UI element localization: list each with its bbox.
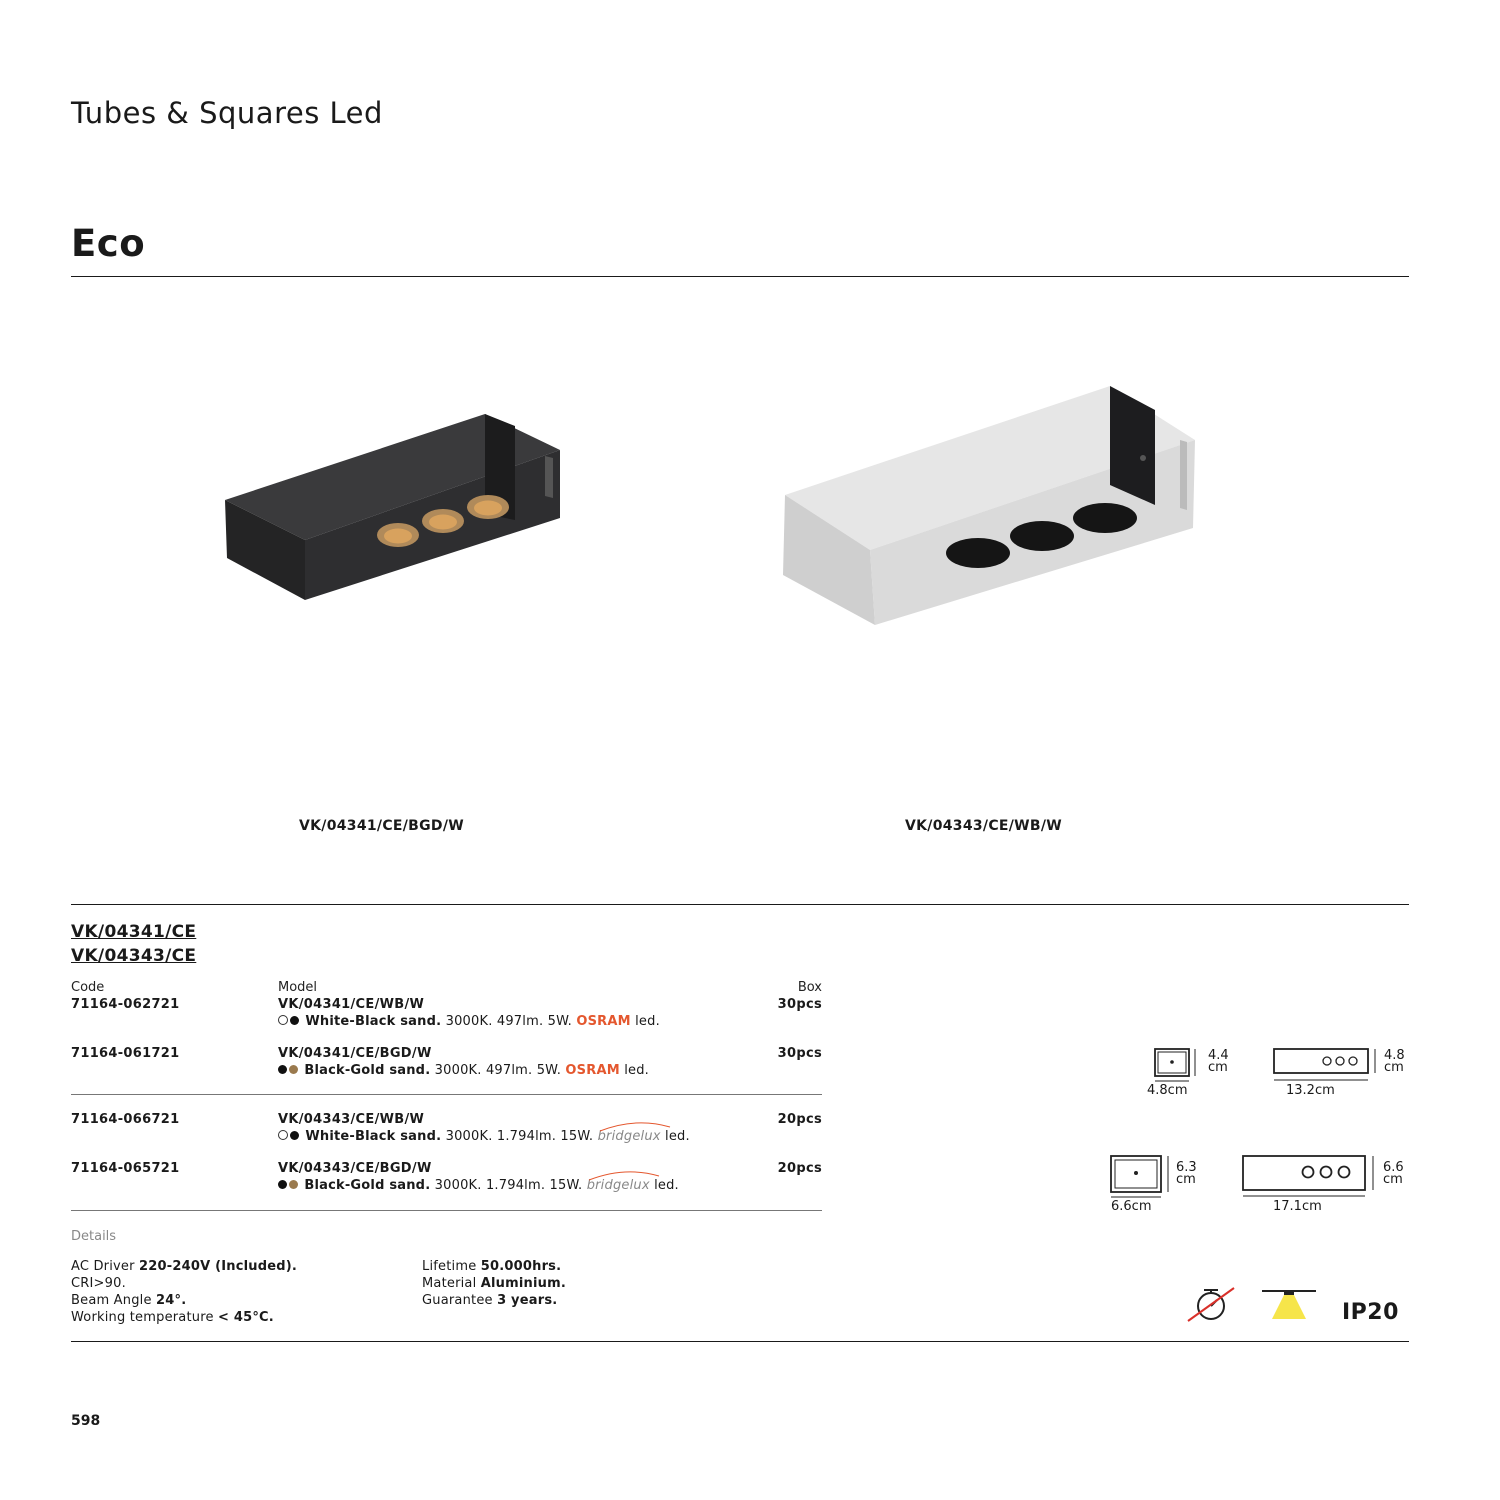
dimension-length: 13.2cm — [1286, 1083, 1335, 1098]
beam-light-icon — [1260, 1287, 1318, 1323]
dimension-width: 4.8cm — [1147, 1083, 1188, 1098]
dimension-height: 6.3 cm — [1176, 1160, 1197, 1187]
led-ring-gold — [467, 495, 509, 519]
detail-item: Beam Angle 24°. — [71, 1293, 187, 1308]
row-description — [278, 1129, 690, 1144]
details-left — [71, 1258, 297, 1326]
row-suffix: led. — [635, 1014, 660, 1029]
row-spec: 3000K. 1.794lm. 15W. — [445, 1129, 594, 1144]
footer-divider — [71, 1341, 1409, 1342]
dimension-height: 4.8 cm — [1384, 1048, 1405, 1075]
side-dimension-drawing — [1271, 1046, 1379, 1084]
row-model: VK/04341/CE/BGD/W — [278, 1046, 432, 1061]
product-title: Eco — [71, 222, 146, 265]
detail-item: Working temperature < 45°C. — [71, 1310, 274, 1325]
section-title: Tubes & Squares Led — [71, 96, 383, 130]
row-finish: White-Black sand. — [305, 1129, 442, 1144]
color-dot-white — [278, 1015, 288, 1025]
row-suffix: led. — [654, 1178, 679, 1193]
details-label: Details — [71, 1229, 117, 1244]
bridgelux-logo: bridgelux — [587, 1178, 650, 1193]
spec-heading: VK/04341/CE — [71, 922, 197, 942]
row-model: VK/04343/CE/BGD/W — [278, 1161, 432, 1176]
color-dot-gold — [289, 1180, 298, 1189]
product-image-white-black — [775, 380, 1205, 630]
row-box: 20pcs — [777, 1161, 822, 1176]
column-header-box: Box — [797, 980, 822, 995]
side-dimension-drawing — [1240, 1153, 1378, 1201]
row-code: 71164-061721 — [71, 1046, 180, 1061]
non-dimmable-icon — [1186, 1284, 1238, 1324]
row-description — [278, 1178, 679, 1193]
row-box: 30pcs — [777, 1046, 822, 1061]
row-spec: 3000K. 497lm. 5W. — [434, 1063, 562, 1078]
row-spec: 3000K. 497lm. 5W. — [445, 1014, 572, 1029]
dimension-width: 6.6cm — [1111, 1199, 1152, 1214]
row-model: VK/04341/CE/WB/W — [278, 997, 425, 1012]
color-dot-black — [278, 1065, 287, 1074]
product-image-black-gold — [215, 400, 575, 610]
column-header-code: Code — [71, 980, 105, 995]
row-box: 30pcs — [777, 997, 822, 1012]
row-finish: White-Black sand. — [305, 1014, 442, 1029]
page-number: 598 — [71, 1413, 101, 1429]
color-dot-black — [290, 1016, 299, 1025]
row-model: VK/04343/CE/WB/W — [278, 1112, 425, 1127]
row-code: 71164-065721 — [71, 1161, 180, 1176]
title-divider — [71, 276, 1409, 277]
row-finish: Black-Gold sand. — [304, 1063, 431, 1078]
dimension-length: 17.1cm — [1273, 1199, 1322, 1214]
details-right — [422, 1258, 566, 1309]
row-description — [278, 1063, 649, 1078]
row-divider — [71, 1094, 822, 1095]
dimension-height: 6.6 cm — [1383, 1160, 1404, 1187]
led-ring-gold — [377, 523, 419, 547]
product-caption: VK/04341/CE/BGD/W — [299, 818, 465, 834]
detail-item: Material Aluminium. — [422, 1276, 566, 1291]
led-ring-gold — [422, 509, 464, 533]
dimension-height: 4.4 cm — [1208, 1048, 1229, 1075]
detail-item: Lifetime 50.000hrs. — [422, 1259, 562, 1274]
product-caption: VK/04343/CE/WB/W — [905, 818, 1063, 834]
osram-logo: OSRAM — [576, 1014, 631, 1029]
row-suffix: led. — [624, 1063, 649, 1078]
detail-item: CRI>90. — [71, 1276, 126, 1291]
row-suffix: led. — [665, 1129, 690, 1144]
row-code: 71164-062721 — [71, 997, 180, 1012]
detail-item: AC Driver 220-240V (Included). — [71, 1259, 298, 1274]
spec-divider — [71, 904, 1409, 905]
row-box: 20pcs — [777, 1112, 822, 1127]
color-dot-black — [290, 1131, 299, 1140]
color-dot-white — [278, 1130, 288, 1140]
row-description — [278, 1014, 660, 1029]
bridgelux-logo: bridgelux — [598, 1129, 661, 1144]
front-dimension-drawing — [1108, 1153, 1172, 1201]
row-spec: 3000K. 1.794lm. 15W. — [434, 1178, 583, 1193]
column-header-model: Model — [278, 980, 318, 995]
row-divider — [71, 1210, 822, 1211]
spec-heading: VK/04343/CE — [71, 946, 197, 966]
ip-rating: IP20 — [1342, 1300, 1399, 1325]
row-finish: Black-Gold sand. — [304, 1178, 431, 1193]
osram-logo: OSRAM — [565, 1063, 620, 1078]
detail-item: Guarantee 3 years. — [422, 1293, 558, 1308]
color-dot-gold — [289, 1065, 298, 1074]
row-code: 71164-066721 — [71, 1112, 180, 1127]
color-dot-black — [278, 1180, 287, 1189]
front-dimension-drawing — [1152, 1046, 1198, 1084]
